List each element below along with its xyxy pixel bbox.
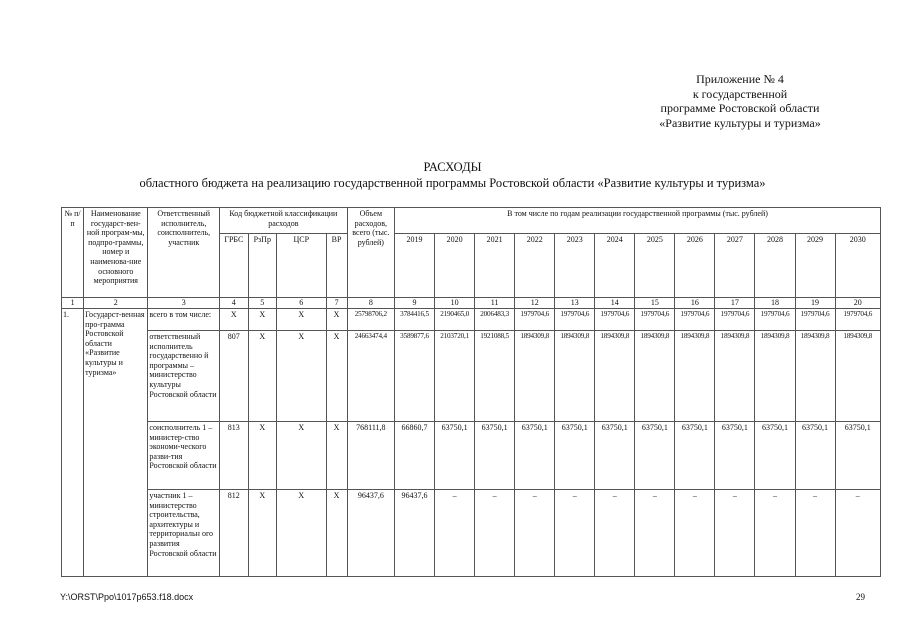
col-number: 12 xyxy=(515,298,555,309)
year-cell: 1894309,8 xyxy=(755,331,795,422)
year-cell: – xyxy=(835,490,880,577)
header-num: № п/п xyxy=(62,208,84,298)
col-number: 18 xyxy=(755,298,795,309)
year-cell: – xyxy=(435,490,475,577)
year-cell: 1894309,8 xyxy=(675,331,715,422)
grbs-cell: 812 xyxy=(220,490,248,577)
year-cell: 1979704,6 xyxy=(715,309,755,331)
year-cell: 63750,1 xyxy=(715,422,755,490)
program-name: Государст-венная про-грамма Ростовской области «Развитие культуры и туризма» xyxy=(84,309,148,577)
page-number: 29 xyxy=(856,592,865,602)
header-year: 2020 xyxy=(435,234,475,298)
col-number: 4 xyxy=(220,298,248,309)
col-number: 15 xyxy=(635,298,675,309)
rzpr-cell: Х xyxy=(248,331,276,422)
year-cell: 1979704,6 xyxy=(515,309,555,331)
year-cell: 63750,1 xyxy=(475,422,515,490)
table-row xyxy=(62,490,881,577)
year-cell: – xyxy=(475,490,515,577)
col-number: 14 xyxy=(595,298,635,309)
year-cell: 1894309,8 xyxy=(795,331,835,422)
col-number: 13 xyxy=(555,298,595,309)
rzpr-cell: Х xyxy=(248,309,276,331)
executor-cell: соисполнитель 1 – министер-ство экономи-ческого разви-тия Ростовской области xyxy=(148,422,220,490)
footer-file-path: Y:\ORST\Ppo\1017p653.f18.docx xyxy=(60,592,194,602)
rzpr-cell: Х xyxy=(248,490,276,577)
year-cell: 1979704,6 xyxy=(555,309,595,331)
col-number: 6 xyxy=(276,298,326,309)
header-year: 2025 xyxy=(635,234,675,298)
grbs-cell: 813 xyxy=(220,422,248,490)
year-cell: 1894309,8 xyxy=(635,331,675,422)
header-csr: ЦСР xyxy=(276,234,326,298)
header-grbs: ГРБС xyxy=(220,234,248,298)
csr-cell: Х xyxy=(276,309,326,331)
header-vr: ВР xyxy=(326,234,347,298)
vr-cell: Х xyxy=(326,309,347,331)
year-cell: – xyxy=(635,490,675,577)
year-cell: – xyxy=(755,490,795,577)
header-code-group: Код бюджетной классификации расходов xyxy=(220,208,348,234)
year-cell: 1894309,8 xyxy=(515,331,555,422)
year-cell: 63750,1 xyxy=(635,422,675,490)
header-year: 2024 xyxy=(595,234,635,298)
appendix-block xyxy=(625,72,855,130)
year-cell: 63750,1 xyxy=(555,422,595,490)
total-cell: 768111,8 xyxy=(347,422,394,490)
table-row xyxy=(62,422,881,490)
vr-cell: Х xyxy=(326,490,347,577)
appendix-line-4: «Развитие культуры и туризма» xyxy=(659,115,821,130)
col-number: 11 xyxy=(475,298,515,309)
csr-cell: Х xyxy=(276,422,326,490)
year-cell: 1894309,8 xyxy=(555,331,595,422)
col-number: 19 xyxy=(795,298,835,309)
executor-cell: ответственный исполнитель государственно й программы – министерство культуры Ростовской области xyxy=(148,331,220,422)
total-cell: 96437,6 xyxy=(347,490,394,577)
header-year: 2027 xyxy=(715,234,755,298)
year-cell: 63750,1 xyxy=(595,422,635,490)
header-year: 2022 xyxy=(515,234,555,298)
header-year: 2028 xyxy=(755,234,795,298)
col-number: 5 xyxy=(248,298,276,309)
col-number: 9 xyxy=(395,298,435,309)
header-year: 2023 xyxy=(555,234,595,298)
grbs-cell: Х xyxy=(220,309,248,331)
year-cell: 1894309,8 xyxy=(595,331,635,422)
header-year: 2029 xyxy=(795,234,835,298)
year-cell: 1921088,5 xyxy=(475,331,515,422)
header-year: 2030 xyxy=(835,234,880,298)
header-year: 2021 xyxy=(475,234,515,298)
header-name: Наименование государст-вен-ной програм-мы, подпро-граммы, номер и наименова-ние основного мероприятия xyxy=(84,208,148,298)
year-cell: 63750,1 xyxy=(755,422,795,490)
col-number: 1 xyxy=(62,298,84,309)
header-total: Объем расходов, всего (тыс. рублей) xyxy=(347,208,394,298)
vr-cell: Х xyxy=(326,331,347,422)
table-row xyxy=(62,309,881,331)
total-cell: 25798706,2 xyxy=(347,309,394,331)
header-year: 2019 xyxy=(395,234,435,298)
year-cell: 3784416,5 xyxy=(395,309,435,331)
year-cell: 1979704,6 xyxy=(795,309,835,331)
year-cell: 1979704,6 xyxy=(675,309,715,331)
year-cell: 3589877,6 xyxy=(395,331,435,422)
year-cell: 96437,6 xyxy=(395,490,435,577)
year-cell: 1979704,6 xyxy=(635,309,675,331)
col-number: 2 xyxy=(84,298,148,309)
column-numbers-row xyxy=(62,298,881,309)
year-cell: 1979704,6 xyxy=(835,309,880,331)
year-cell: – xyxy=(555,490,595,577)
total-cell: 24663474,4 xyxy=(347,331,394,422)
col-number: 8 xyxy=(347,298,394,309)
col-number: 7 xyxy=(326,298,347,309)
col-number: 16 xyxy=(675,298,715,309)
document-title: РАСХОДЫ xyxy=(423,160,482,174)
year-cell: – xyxy=(795,490,835,577)
year-cell: 63750,1 xyxy=(435,422,475,490)
document-subtitle: областного бюджета на реализацию государственной программы Ростовской области «Развитие культуры и туризма» xyxy=(139,176,766,190)
year-cell: – xyxy=(515,490,555,577)
grbs-cell: 807 xyxy=(220,331,248,422)
header-years-group: В том числе по годам реализации государственной программы (тыс. рублей) xyxy=(395,208,881,234)
program-number: 1. xyxy=(62,309,84,577)
header-executor: Ответственный исполнитель, соисполнитель, участник xyxy=(148,208,220,298)
year-cell: 63750,1 xyxy=(835,422,880,490)
csr-cell: Х xyxy=(276,490,326,577)
col-number: 17 xyxy=(715,298,755,309)
vr-cell: Х xyxy=(326,422,347,490)
year-cell: – xyxy=(595,490,635,577)
executor-cell: участник 1 – министерство строительства, архитектуры и территориальн ого развития Ростовской области xyxy=(148,490,220,577)
header-year: 2026 xyxy=(675,234,715,298)
year-cell: 63750,1 xyxy=(675,422,715,490)
col-number: 20 xyxy=(835,298,880,309)
header-rzpr: РзПр xyxy=(248,234,276,298)
appendix-line-2: к государственной xyxy=(692,86,788,101)
appendix-line-3: программе Ростовской области xyxy=(660,101,820,115)
col-number: 10 xyxy=(435,298,475,309)
year-cell: 63750,1 xyxy=(515,422,555,490)
rzpr-cell: Х xyxy=(248,422,276,490)
year-cell: 66860,7 xyxy=(395,422,435,490)
executor-cell: всего в том числе: xyxy=(148,309,220,331)
year-cell: 1894309,8 xyxy=(835,331,880,422)
year-cell: 63750,1 xyxy=(795,422,835,490)
csr-cell: Х xyxy=(276,331,326,422)
year-cell: – xyxy=(675,490,715,577)
year-cell: – xyxy=(715,490,755,577)
year-cell: 2006483,3 xyxy=(475,309,515,331)
year-cell: 1979704,6 xyxy=(595,309,635,331)
expenses-table xyxy=(61,207,881,577)
table-row xyxy=(62,331,881,422)
year-cell: 2103720,1 xyxy=(435,331,475,422)
appendix-line-1: Приложение № 4 xyxy=(696,72,784,86)
year-cell: 2190465,0 xyxy=(435,309,475,331)
year-cell: 1979704,6 xyxy=(755,309,795,331)
col-number: 3 xyxy=(148,298,220,309)
year-cell: 1894309,8 xyxy=(715,331,755,422)
